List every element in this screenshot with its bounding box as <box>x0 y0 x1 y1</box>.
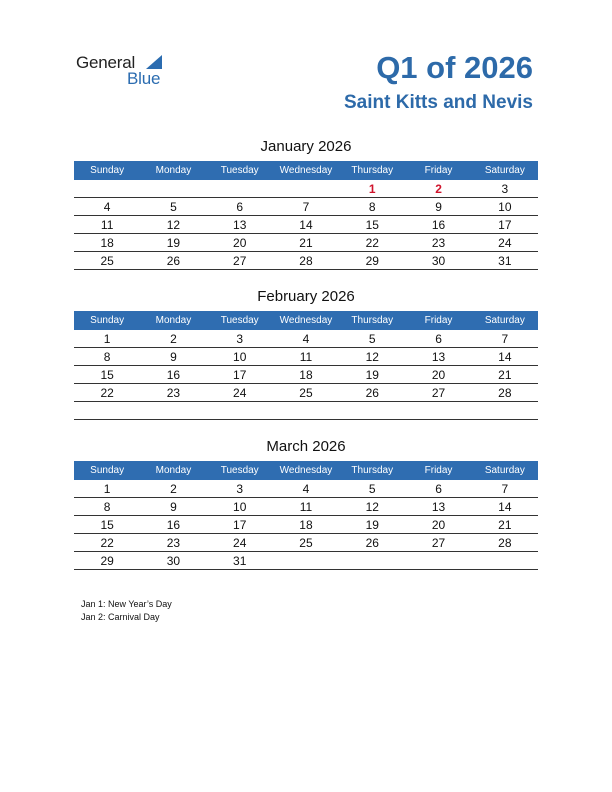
day-cell: 9 <box>170 500 177 514</box>
month-title: February 2026 <box>257 288 355 305</box>
week-row <box>74 480 538 498</box>
day-cell: 27 <box>431 536 446 550</box>
day-cell: 29 <box>365 254 379 268</box>
day-cell: 4 <box>302 482 310 496</box>
day-cell: 6 <box>435 332 442 346</box>
week-row <box>74 402 538 420</box>
day-cell: 3 <box>236 482 244 496</box>
day-cell: 24 <box>498 236 512 250</box>
generalblue-logo <box>76 53 176 89</box>
day-cell: 22 <box>100 536 114 550</box>
day-cell: 18 <box>100 236 114 250</box>
day-cell: 19 <box>166 236 181 250</box>
day-cell: 5 <box>170 200 177 214</box>
day-cell: 2 <box>170 482 177 496</box>
weekday-label: Monday <box>155 165 192 176</box>
weekday-label: Sunday <box>90 465 125 476</box>
month-calendar <box>74 137 538 270</box>
day-cell: 16 <box>166 368 181 382</box>
week-row <box>74 198 538 216</box>
logo-word-general: General <box>76 53 136 72</box>
day-cell <box>339 402 405 419</box>
weekday-header <box>74 461 538 480</box>
day-cell: 26 <box>365 536 379 550</box>
day-cell: 23 <box>166 536 181 550</box>
day-cell: 14 <box>498 350 512 364</box>
day-cell: 29 <box>100 554 114 568</box>
day-cell: 3 <box>501 182 509 196</box>
day-cell: 28 <box>299 254 313 268</box>
day-cell <box>405 402 471 419</box>
week-row <box>74 534 538 552</box>
day-cell: 22 <box>100 386 114 400</box>
day-cell: 18 <box>299 368 313 382</box>
day-cell: 6 <box>435 482 442 496</box>
day-cell: 14 <box>299 218 313 232</box>
week-row <box>74 180 538 198</box>
day-cell: 31 <box>498 254 512 268</box>
day-cell: 27 <box>233 254 247 268</box>
logo-triangle-icon <box>146 55 162 69</box>
day-cell: 20 <box>431 368 446 382</box>
weekday-label: Monday <box>155 315 192 326</box>
day-cell <box>273 552 339 569</box>
day-cell: 23 <box>431 236 446 250</box>
holiday-note: Jan 1: New Year’s Day <box>81 599 172 609</box>
weekday-label: Saturday <box>484 465 525 476</box>
weekday-label: Wednesday <box>279 315 333 326</box>
weekday-label: Monday <box>155 465 192 476</box>
day-cell: 13 <box>233 218 247 232</box>
day-cell: 13 <box>431 500 446 514</box>
day-cell: 7 <box>501 332 509 346</box>
day-cell <box>339 552 405 569</box>
day-cell: 2 <box>435 182 442 196</box>
day-cell <box>273 402 339 419</box>
day-cell <box>74 180 140 197</box>
week-row <box>74 216 538 234</box>
day-cell: 10 <box>233 500 247 514</box>
day-cell: 15 <box>365 218 379 232</box>
day-cell <box>207 402 273 419</box>
day-cell: 3 <box>236 332 244 346</box>
day-cell: 21 <box>299 236 313 250</box>
weekday-header <box>74 161 538 180</box>
week-row <box>74 234 538 252</box>
day-cell: 8 <box>103 500 111 514</box>
day-cell <box>207 180 273 197</box>
day-cell: 13 <box>431 350 446 364</box>
day-cell: 12 <box>365 350 379 364</box>
page-title: Q1 of 2026 <box>376 50 533 85</box>
day-cell: 23 <box>166 386 181 400</box>
weekday-label: Tuesday <box>220 165 259 176</box>
logo-word-blue: Blue <box>127 69 161 88</box>
day-cell: 4 <box>302 332 310 346</box>
weekday-label: Tuesday <box>220 315 259 326</box>
month-calendar <box>74 287 538 420</box>
day-cell: 14 <box>498 500 512 514</box>
day-cell <box>140 180 206 197</box>
day-cell: 7 <box>302 200 310 214</box>
month-title: January 2026 <box>260 138 352 155</box>
day-cell: 12 <box>166 218 181 232</box>
week-row <box>74 330 538 348</box>
week-row <box>74 366 538 384</box>
day-cell: 11 <box>299 350 313 364</box>
day-cell: 25 <box>100 254 114 268</box>
day-cell: 24 <box>233 536 247 550</box>
weekday-label: Wednesday <box>279 465 333 476</box>
day-cell <box>405 552 471 569</box>
day-cell: 10 <box>498 200 512 214</box>
day-cell: 25 <box>299 386 313 400</box>
weekday-label: Friday <box>424 465 453 476</box>
weekday-label: Friday <box>424 315 453 326</box>
day-cell: 8 <box>368 200 376 214</box>
week-row <box>74 252 538 270</box>
month-title: March 2026 <box>266 438 346 455</box>
day-cell: 30 <box>166 554 181 568</box>
day-cell: 12 <box>365 500 379 514</box>
day-cell: 8 <box>103 350 111 364</box>
day-cell: 22 <box>365 236 379 250</box>
day-cell: 19 <box>365 368 379 382</box>
weekday-label: Sunday <box>90 315 125 326</box>
day-cell: 1 <box>103 482 111 496</box>
day-cell: 21 <box>498 368 512 382</box>
weekday-label: Saturday <box>484 315 525 326</box>
country-name: Saint Kitts and Nevis <box>344 92 533 113</box>
day-cell: 18 <box>299 518 313 532</box>
day-cell: 11 <box>100 218 114 232</box>
day-cell: 27 <box>431 386 446 400</box>
week-row <box>74 516 538 534</box>
holiday-notes <box>81 598 172 624</box>
weekday-header <box>74 311 538 330</box>
day-cell: 11 <box>299 500 313 514</box>
day-cell <box>273 180 339 197</box>
day-cell: 15 <box>100 518 114 532</box>
month-calendar <box>74 437 538 570</box>
day-cell: 20 <box>233 236 247 250</box>
day-cell: 4 <box>103 200 111 214</box>
week-row <box>74 498 538 516</box>
day-cell: 28 <box>498 536 512 550</box>
day-cell: 16 <box>431 218 446 232</box>
day-cell: 28 <box>498 386 512 400</box>
day-cell: 19 <box>365 518 379 532</box>
week-row <box>74 384 538 402</box>
day-cell: 5 <box>368 482 376 496</box>
day-cell: 5 <box>368 332 376 346</box>
day-cell <box>74 402 140 419</box>
day-cell: 24 <box>233 386 247 400</box>
day-cell: 26 <box>166 254 181 268</box>
weekday-label: Thursday <box>351 465 394 476</box>
day-cell: 26 <box>365 386 379 400</box>
day-cell: 21 <box>498 518 512 532</box>
holiday-note: Jan 2: Carnival Day <box>81 612 160 622</box>
weekday-label: Thursday <box>351 315 394 326</box>
day-cell <box>140 402 206 419</box>
week-row <box>74 348 538 366</box>
day-cell: 1 <box>103 332 111 346</box>
day-cell: 9 <box>435 200 442 214</box>
day-cell: 1 <box>368 182 376 196</box>
day-cell: 17 <box>498 218 512 232</box>
day-cell: 20 <box>431 518 446 532</box>
day-cell: 15 <box>100 368 114 382</box>
day-cell: 31 <box>233 554 247 568</box>
day-cell: 16 <box>166 518 181 532</box>
day-cell: 10 <box>233 350 247 364</box>
weekday-label: Sunday <box>90 165 125 176</box>
weekday-label: Friday <box>424 165 453 176</box>
week-row <box>74 552 538 570</box>
day-cell: 17 <box>233 518 247 532</box>
weekday-label: Thursday <box>351 165 394 176</box>
weekday-label: Saturday <box>484 165 525 176</box>
day-cell: 25 <box>299 536 313 550</box>
day-cell: 2 <box>170 332 177 346</box>
day-cell: 17 <box>233 368 247 382</box>
weekday-label: Tuesday <box>220 465 259 476</box>
day-cell: 7 <box>501 482 509 496</box>
day-cell <box>472 552 538 569</box>
day-cell: 30 <box>431 254 446 268</box>
day-cell <box>472 402 538 419</box>
day-cell: 9 <box>170 350 177 364</box>
day-cell: 6 <box>236 200 244 214</box>
weekday-label: Wednesday <box>279 165 333 176</box>
